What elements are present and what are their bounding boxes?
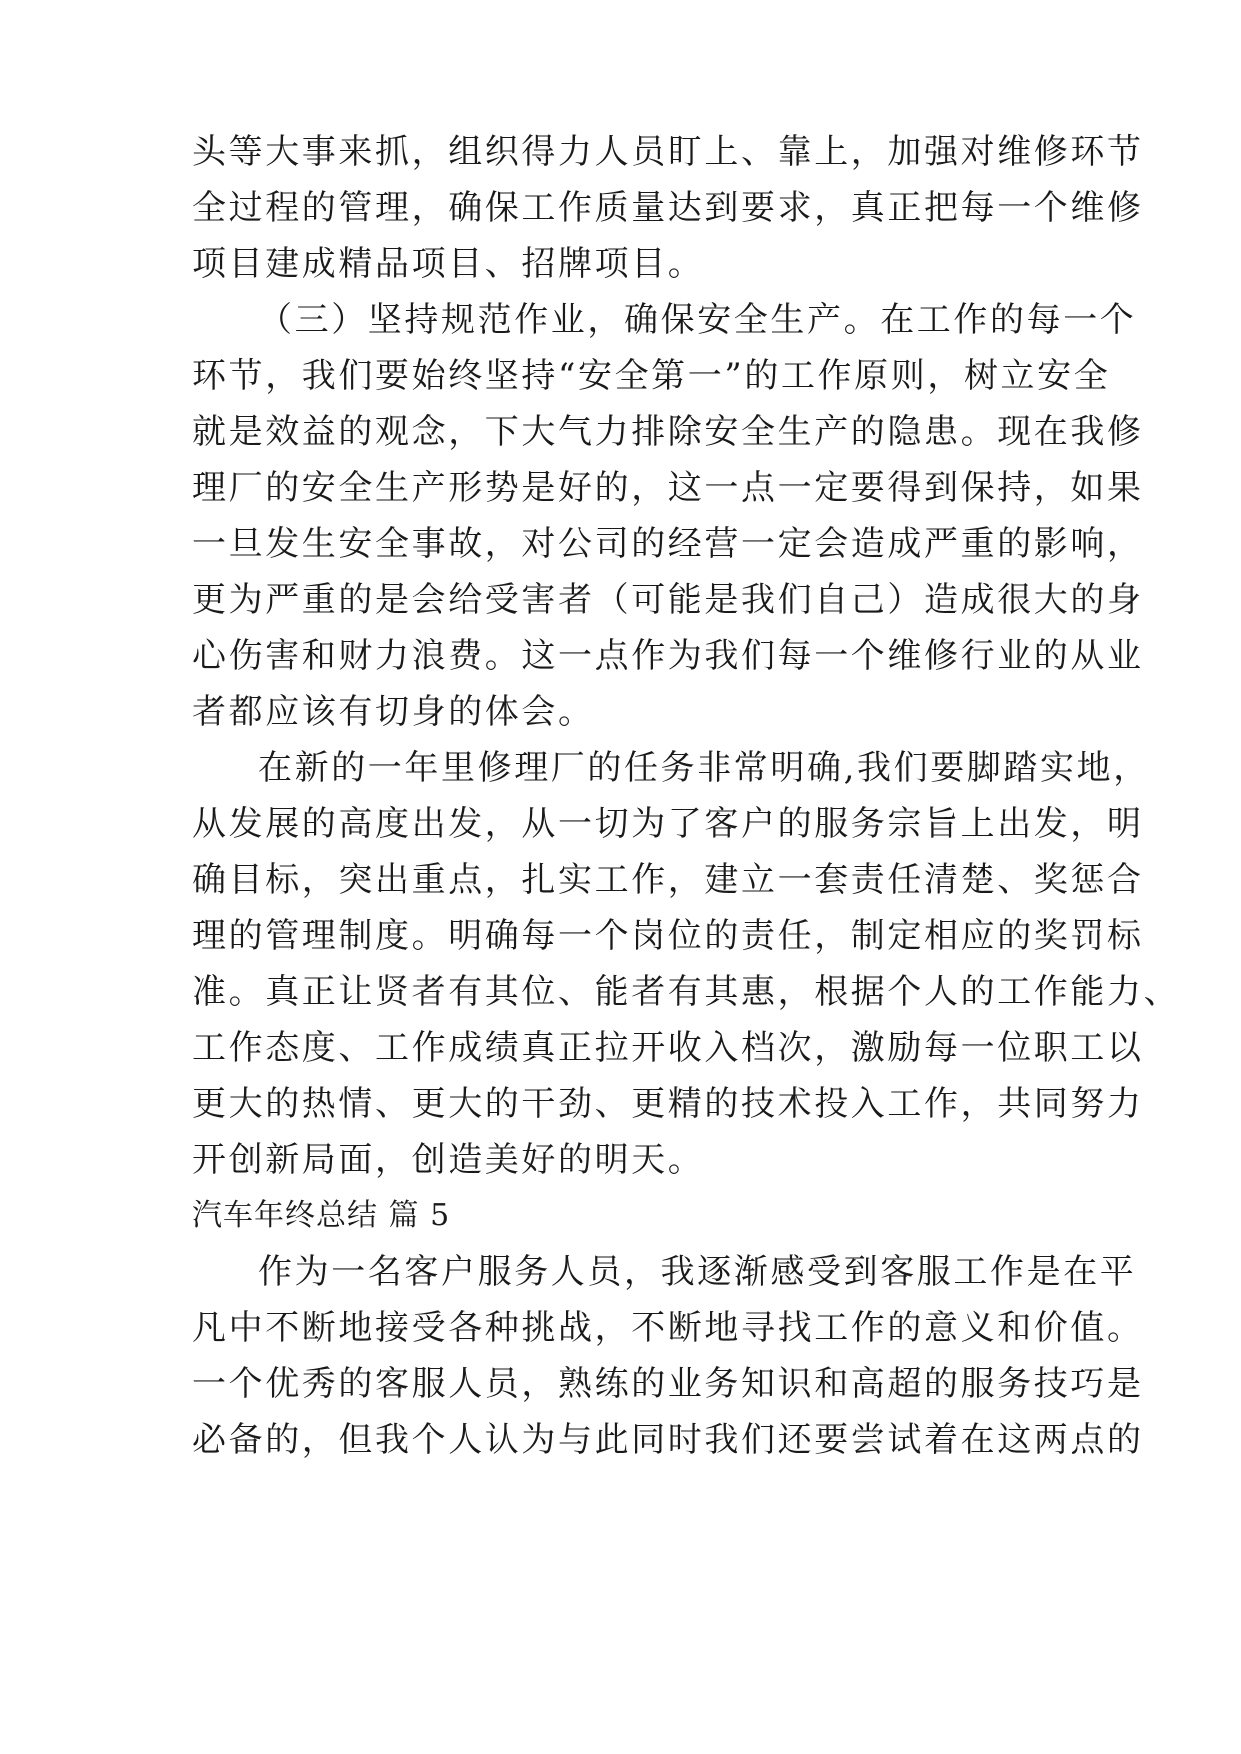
text-line: 全过程的管理，确保工作质量达到要求，真正把每一个维修 xyxy=(192,188,1144,228)
text-line: 从发展的高度出发，从一切为了客户的服务宗旨上出发，明 xyxy=(192,804,1144,844)
text-line: 一旦发生安全事故，对公司的经营一定会造成严重的影响， xyxy=(192,524,1144,564)
text-line: 者都应该有切身的体会。 xyxy=(192,692,595,732)
paragraph-start-line: （三）坚持规范作业，确保安全生产。在工作的每一个 xyxy=(258,300,1137,340)
text-line: 就是效益的观念，下大气力排除安全生产的隐患。现在我修 xyxy=(192,412,1144,452)
section-heading: 汽车年终总结 篇 5 xyxy=(192,1198,451,1233)
paragraph-start-line: 作为一名客户服务人员，我逐渐感受到客服工作是在平 xyxy=(258,1252,1137,1292)
text-line: 头等大事来抓，组织得力人员盯上、靠上，加强对维修环节 xyxy=(192,132,1144,172)
text-line: 心伤害和财力浪费。这一点作为我们每一个维修行业的从业 xyxy=(192,636,1144,676)
text-line: 环节，我们要始终坚持“安全第一”的工作原则，树立安全 xyxy=(192,356,1111,396)
text-line: 工作态度、工作成绩真正拉开收入档次，激励每一位职工以 xyxy=(192,1028,1144,1068)
text-line: 理厂的安全生产形势是好的，这一点一定要得到保持，如果 xyxy=(192,468,1144,508)
text-line: 更为严重的是会给受害者（可能是我们自己）造成很大的身 xyxy=(192,580,1144,620)
text-line: 更大的热情、更大的干劲、更精的技术投入工作，共同努力 xyxy=(192,1084,1144,1124)
text-line: 必备的，但我个人认为与此同时我们还要尝试着在这两点的 xyxy=(192,1420,1144,1460)
text-line: 项目建成精品项目、招牌项目。 xyxy=(192,244,705,284)
text-line: 开创新局面，创造美好的明天。 xyxy=(192,1140,705,1180)
text-line: 确目标，突出重点，扎实工作，建立一套责任清楚、奖惩合 xyxy=(192,860,1144,900)
paragraph-start-line: 在新的一年里修理厂的任务非常明确,我们要脚踏实地， xyxy=(258,748,1150,788)
text-line: 准。真正让贤者有其位、能者有其惠，根据个人的工作能力、 xyxy=(192,972,1181,1012)
text-line: 理的管理制度。明确每一个岗位的责任，制定相应的奖罚标 xyxy=(192,916,1144,956)
text-line: 凡中不断地接受各种挑战，不断地寻找工作的意义和价值。 xyxy=(192,1308,1144,1348)
text-line: 一个优秀的客服人员，熟练的业务知识和高超的服务技巧是 xyxy=(192,1364,1144,1404)
